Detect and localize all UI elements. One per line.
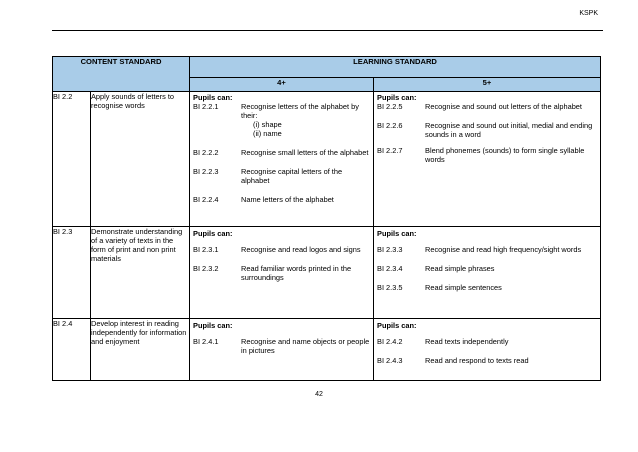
standard-item <box>374 146 600 164</box>
standard-text: Name letters of the alphabet <box>241 195 334 204</box>
learning-4-cell <box>190 227 374 319</box>
document-header-kspk: KSPK <box>579 10 598 17</box>
content-text: Apply sounds of letters to recognise words <box>91 92 190 227</box>
standard-code: BI 2.2.1 <box>193 102 219 111</box>
standard-text: Blend phonemes (sounds) to form single syllable words <box>425 146 585 164</box>
standard-item <box>374 121 600 139</box>
standard-text: Recognise and read logos and signs <box>241 245 361 254</box>
standard-subitem: (i) shape <box>253 120 282 129</box>
standard-code: BI 2.2.7 <box>377 146 403 155</box>
page-number: 42 <box>315 391 323 398</box>
age-4-header: 4+ <box>190 78 374 92</box>
header-rule <box>52 30 603 31</box>
standard-item <box>374 337 600 346</box>
standard-text: Read simple sentences <box>425 283 502 292</box>
standard-item <box>374 283 600 292</box>
standard-item <box>374 264 600 273</box>
table-row <box>53 227 601 319</box>
standard-subitem: (ii) name <box>253 129 282 138</box>
standard-item <box>190 337 373 355</box>
pupils-can-label: Pupils can: <box>193 321 233 330</box>
standard-code: BI 2.4.2 <box>377 337 403 346</box>
standard-item <box>374 356 600 365</box>
standard-text: Recognise and sound out initial, medial and ending sounds in a word <box>425 121 593 139</box>
table-row <box>53 319 601 381</box>
standard-code: BI 2.2.5 <box>377 102 403 111</box>
standard-item <box>190 148 373 157</box>
standard-text: Recognise and sound out letters of the alphabet <box>425 102 582 111</box>
content-text: Develop interest in reading independently for information and enjoyment <box>91 319 190 381</box>
standard-text: Read texts independently <box>425 337 509 346</box>
standard-code: BI 2.2.4 <box>193 195 219 204</box>
standard-code: BI 2.4.1 <box>193 337 219 346</box>
content-code: BI 2.4 <box>53 319 91 381</box>
standards-table <box>52 56 601 381</box>
standard-text: Recognise and read high frequency/sight words <box>425 245 582 254</box>
standard-text: Recognise capital letters of the alphabet <box>241 167 343 185</box>
standard-code: BI 2.3.2 <box>193 264 219 273</box>
standard-text: Recognise small letters of the alphabet <box>241 148 369 157</box>
standard-code: BI 2.2.3 <box>193 167 219 176</box>
learning-4-cell <box>190 319 374 381</box>
pupils-can-label: Pupils can: <box>193 93 233 102</box>
learning-5-cell <box>374 227 601 319</box>
standard-code: BI 2.3.4 <box>377 264 403 273</box>
standard-item <box>374 245 600 254</box>
content-standard-header: CONTENT STANDARD <box>53 57 190 92</box>
age-5-header: 5+ <box>374 78 601 92</box>
content-code: BI 2.2 <box>53 92 91 227</box>
standard-text: Read simple phrases <box>425 264 495 273</box>
standard-text: Recognise and name objects or people in pictures <box>241 337 370 355</box>
pupils-can-label: Pupils can: <box>377 321 417 330</box>
learning-standard-header: LEARNING STANDARD <box>190 57 601 78</box>
standard-code: BI 2.3.3 <box>377 245 403 254</box>
table-row <box>53 92 601 227</box>
content-code: BI 2.3 <box>53 227 91 319</box>
standard-code: BI 2.2.2 <box>193 148 219 157</box>
standard-code: BI 2.4.3 <box>377 356 403 365</box>
content-text: Demonstrate understanding of a variety of texts in the form of print and non print materials <box>91 227 190 319</box>
standard-code: BI 2.2.6 <box>377 121 403 130</box>
standard-code: BI 2.3.5 <box>377 283 403 292</box>
pupils-can-label: Pupils can: <box>193 229 233 238</box>
standard-item <box>190 245 373 254</box>
standard-item <box>190 264 373 282</box>
standard-text: Read and respond to texts read <box>425 356 529 365</box>
learning-5-cell <box>374 92 601 227</box>
pupils-can-label: Pupils can: <box>377 229 417 238</box>
standard-code: BI 2.3.1 <box>193 245 219 254</box>
standard-item <box>190 167 373 185</box>
standard-text: Recognise letters of the alphabet by their: <box>241 102 359 120</box>
learning-4-cell <box>190 92 374 227</box>
standard-item <box>190 195 373 204</box>
standard-text: Read familiar words printed in the surroundings <box>241 264 352 282</box>
standard-item <box>374 102 600 111</box>
learning-5-cell <box>374 319 601 381</box>
standard-item <box>190 102 373 138</box>
pupils-can-label: Pupils can: <box>377 93 417 102</box>
